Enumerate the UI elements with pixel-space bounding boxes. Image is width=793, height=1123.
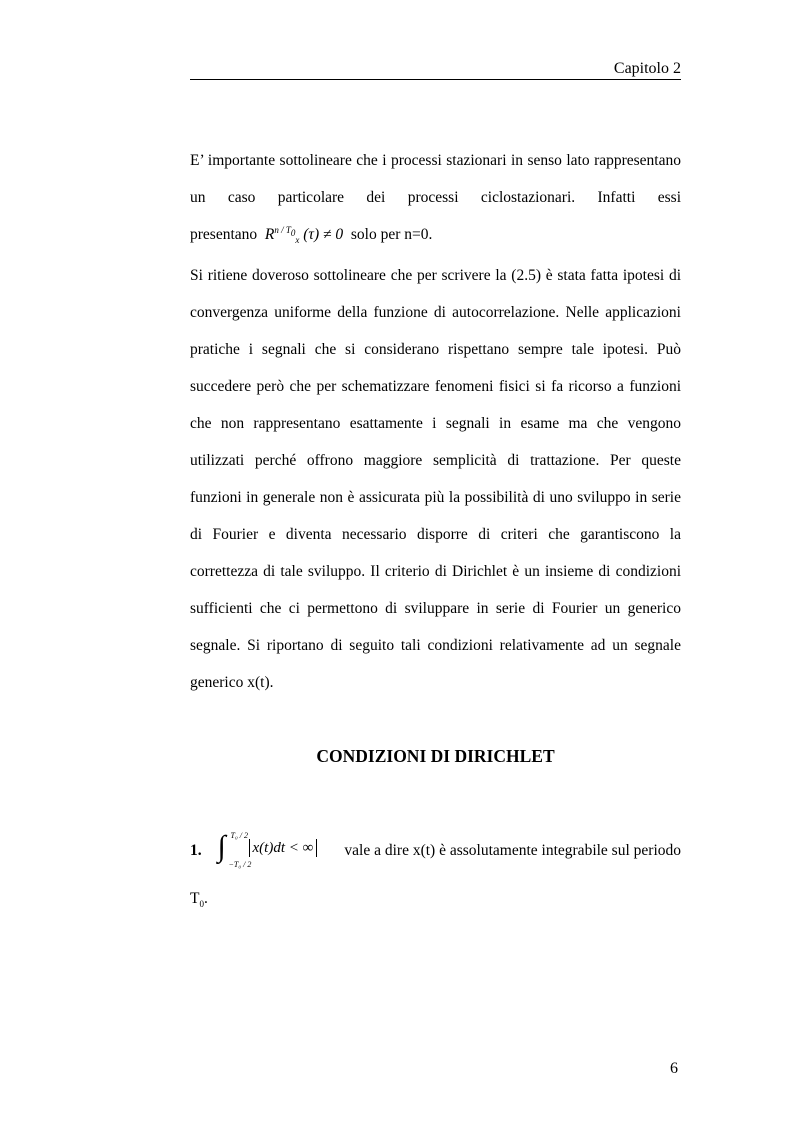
math-superscript [274,224,296,238]
condition-1 [190,832,681,918]
page-number: 6 [670,1060,678,1077]
paragraph1-line-start: presentano [190,226,258,243]
period-subscript: 0 [199,899,204,910]
period-base: T [190,890,200,907]
math-sup-sub: 0 [290,227,296,238]
integral-upper-limit: T₀ / 2 [230,831,248,841]
condition-1-formula [190,832,329,870]
paragraph-processi-stazionari [190,142,681,253]
paragraph1-line-end: solo per n=0. [350,226,433,243]
math-base: R [264,226,275,243]
integral-sign-icon: ∫ [217,830,226,864]
paragraph-dirichlet-intro: Si ritiene doveroso sottolineare che per scrivere la (2.5) è stata fatta ipotesi di convergenza uniforme della funzione di autocorrelazione. Nelle applicazioni pratiche i segnali che si considerano rispettano sempre tale ipotesi. Può succedere però che per schematizzare fenomeni fisici si fa ricorso a funzioni che non rappresentano esattamente i segnali in esame ma che vengono utilizzati perché offrono maggiore semplicità di trattazione. Per queste funzioni in generale non è assicurata più la possibilità di uno sviluppo in serie di Fourier e diventa necessario disporre di criteri che garantiscono la correttezza di tale sviluppo. Il criterio di Dirichlet è un insieme di condizioni sufficienti che ci permettono di sviluppare in serie di Fourier un generico segnale. Si riportano di seguito tali condizioni relativamente ad un segnale generico x(t). [190,267,681,691]
math-sup-text: n / T [274,224,291,235]
autocorrelation-formula-line [190,224,433,246]
autocorrelation-argument: (τ) ≠ 0 [303,226,344,243]
period-symbol [190,880,681,918]
body-text [190,142,681,701]
condition-1-line [190,832,681,870]
header-rule [190,79,681,80]
integral-formula [217,830,323,870]
running-header: Capitolo 2 [613,60,681,77]
condition-1-description: vale a dire x(t) è assolutamente integrabile sul periodo [344,842,681,859]
integral-lower-limit: −T₀ / 2 [228,860,252,870]
section-heading: CONDIZIONI DI DIRICHLET [316,746,555,766]
autocorrelation-symbol [264,224,300,246]
paragraph1-text: E’ importante sottolineare che i processi stazionari in senso lato rappresentano un caso particolare dei processi ciclostazionari. Infatti essi [190,152,681,206]
condition-number: 1. [190,842,202,859]
period-end: . [203,890,208,907]
math-subscript: x [295,235,300,246]
integrand: x(t)dt < ∞ [249,839,318,857]
